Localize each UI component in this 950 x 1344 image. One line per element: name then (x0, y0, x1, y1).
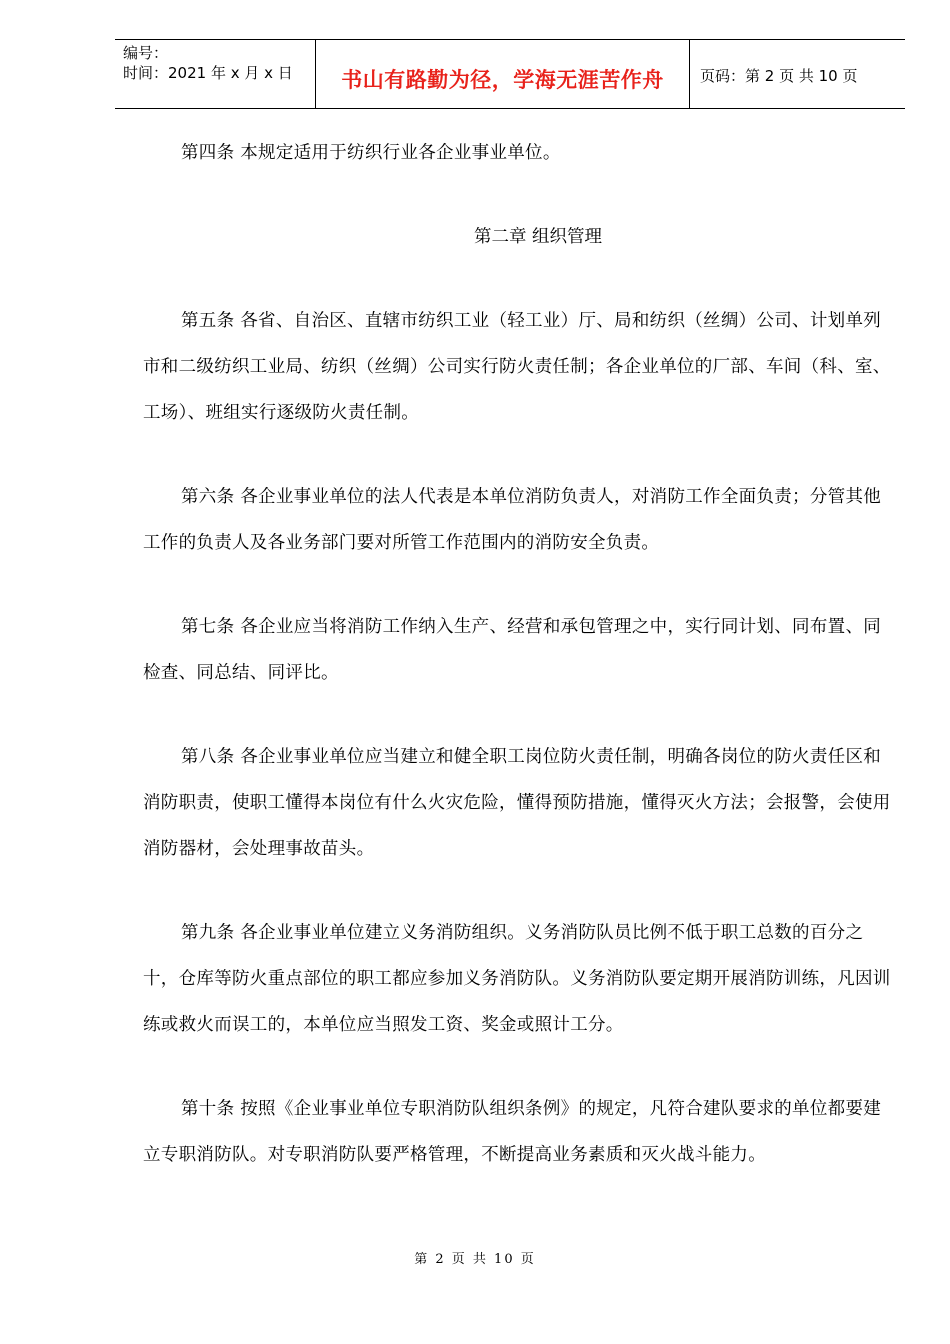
page-footer: 第 2 页 共 10 页 (414, 1252, 536, 1267)
article-9: 第九条 各企业事业单位建立义务消防组织。义务消防队员比例不低于职工总数的百分之十，仓库等防火重点部位的职工都应参加义务消防队。义务消防队要定期开展消防训练，凡因训练或救火而误工的，本单位应当照发工资、奖金或照计工分。 (143, 923, 891, 1035)
header-motto-cell (316, 40, 690, 108)
doc-time-label: 时间：2021 年 x 月 x 日 (123, 64, 293, 82)
article-5: 第五条 各省、自治区、直辖市纺织工业（轻工业）厅、局和纺织（丝绸）公司、计划单列市和二级纺织工业局、纺织（丝绸）公司实行防火责任制；各企业单位的厂部、车间（科、室、工场）、班组实行逐级防火责任制。 (143, 311, 891, 423)
article-7: 第七条 各企业应当将消防工作纳入生产、经营和承包管理之中，实行同计划、同布置、同检查、同总结、同评比。 (143, 617, 882, 683)
doc-number-label: 编号： (123, 44, 169, 62)
article-10: 第十条 按照《企业事业单位专职消防队组织条例》的规定，凡符合建队要求的单位都要建立专职消防队。对专职消防队要严格管理，不断提高业务素质和灭火战斗能力。 (143, 1099, 882, 1165)
header-meta-cell (115, 40, 316, 108)
article-8: 第八条 各企业事业单位应当建立和健全职工岗位防火责任制，明确各岗位的防火责任区和消防职责，使职工懂得本岗位有什么火灾危险，懂得预防措施，懂得灭火方法；会报警，会使用消防器材，会处理事故苗头。 (143, 747, 891, 859)
header-page-info: 页码：第 2 页 共 10 页 (700, 67, 858, 85)
chapter-heading: 第二章 组织管理 (473, 227, 603, 247)
article-6: 第六条 各企业事业单位的法人代表是本单位消防负责人，对消防工作全面负责；分管其他工作的负责人及各业务部门要对所管工作范围内的消防安全负责。 (143, 487, 882, 553)
page-header (115, 39, 905, 109)
document-body (143, 130, 893, 1216)
header-page-cell (690, 40, 905, 108)
article-4: 第四条 本规定适用于纺织行业各企业事业单位。 (181, 143, 561, 163)
header-motto: 书山有路勤为径，学海无涯苦作舟 (341, 67, 664, 92)
